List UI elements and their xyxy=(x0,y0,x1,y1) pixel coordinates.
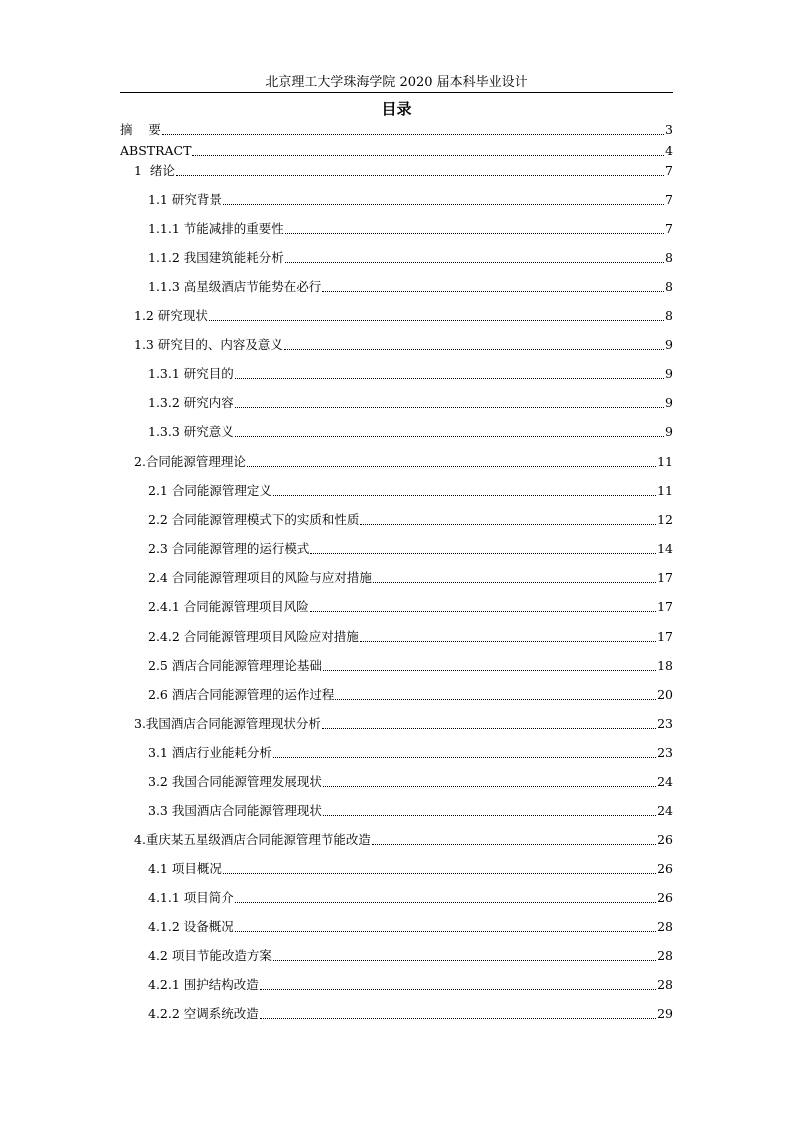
toc-leader xyxy=(323,786,656,787)
toc-leader xyxy=(260,989,656,990)
toc-entry[interactable] xyxy=(134,454,673,470)
toc-entry-page: 9 xyxy=(665,366,673,381)
toc-entry-page: 9 xyxy=(665,337,673,352)
toc-entry-page: 7 xyxy=(665,221,673,236)
toc-leader xyxy=(360,641,656,642)
toc-leader xyxy=(372,844,656,845)
toc-entry[interactable] xyxy=(148,687,673,703)
toc-entry-label: 2.4.1 合同能源管理项目风险 xyxy=(148,599,309,614)
toc-entry-label: 1.3 研究目的、内容及意义 xyxy=(134,337,283,352)
toc-entry[interactable] xyxy=(134,308,673,324)
toc-entry[interactable] xyxy=(148,395,673,411)
toc-entry-page: 12 xyxy=(657,512,673,527)
toc-entry-label: 2.4 合同能源管理项目的风险与应对措施 xyxy=(148,570,372,585)
toc-entry-label: 1.3.1 研究目的 xyxy=(148,366,234,381)
toc-entry[interactable] xyxy=(134,716,673,732)
toc-entry-page: 28 xyxy=(657,977,673,992)
toc-entry[interactable] xyxy=(148,221,673,237)
toc-leader xyxy=(260,1018,656,1019)
toc-entry-label: 1.3.2 研究内容 xyxy=(148,395,234,410)
toc-entry[interactable] xyxy=(120,143,673,159)
toc-leader xyxy=(273,960,656,961)
toc-leader xyxy=(285,233,664,234)
toc-entry[interactable] xyxy=(148,250,673,266)
toc-entry[interactable] xyxy=(134,832,673,848)
toc-entry[interactable] xyxy=(148,861,673,877)
toc-entry[interactable] xyxy=(148,541,673,557)
toc-entry-label: 3.3 我国酒店合同能源管理现状 xyxy=(148,803,322,818)
toc-entry[interactable] xyxy=(148,1006,673,1022)
toc-entry-page: 3 xyxy=(665,122,673,137)
toc-entry-label: 3.我国酒店合同能源管理现状分析 xyxy=(134,716,321,731)
toc-entry[interactable] xyxy=(148,366,673,382)
toc-entry-label: 1.1.2 我国建筑能耗分析 xyxy=(148,250,284,265)
toc-entry-label: 4.重庆某五星级酒店合同能源管理节能改造 xyxy=(134,832,371,847)
toc-entry-page: 9 xyxy=(665,395,673,410)
toc-entry-label: 4.2 项目节能改造方案 xyxy=(148,948,272,963)
toc-leader xyxy=(285,262,664,263)
toc-entry-label: 1 绪论 xyxy=(134,163,175,178)
toc-entry[interactable] xyxy=(134,337,673,353)
page-header: 北京理工大学珠海学院 2020 届本科毕业设计 xyxy=(265,75,528,90)
toc-title: 目录 xyxy=(381,100,412,118)
toc-entry[interactable] xyxy=(148,279,673,295)
header-rule xyxy=(120,92,673,93)
toc-entry-label: 2.5 酒店合同能源管理理论基础 xyxy=(148,658,322,673)
toc-entry[interactable] xyxy=(148,919,673,935)
toc-entry[interactable] xyxy=(148,599,673,615)
toc-entry[interactable] xyxy=(148,570,673,586)
toc-leader xyxy=(373,582,656,583)
toc-entry-page: 24 xyxy=(657,803,673,818)
toc-entry-label: ABSTRACT xyxy=(120,143,192,158)
toc-entry-label: 摘 要 xyxy=(120,122,161,137)
toc-entry-label: 1.1 研究背景 xyxy=(148,192,222,207)
toc-entry-page: 8 xyxy=(665,279,673,294)
toc-entry-label: 2.2 合同能源管理模式下的实质和性质 xyxy=(148,512,360,527)
toc-leader xyxy=(323,670,656,671)
toc-entry-page: 11 xyxy=(657,483,673,498)
toc-entry[interactable] xyxy=(148,629,673,645)
toc-leader xyxy=(322,728,656,729)
toc-entry-label: 2.合同能源管理理论 xyxy=(134,454,246,469)
toc-entry[interactable] xyxy=(148,803,673,819)
toc-leader xyxy=(162,134,664,135)
toc-leader xyxy=(322,291,664,292)
toc-entry-page: 18 xyxy=(657,658,673,673)
toc-leader xyxy=(335,699,656,700)
toc-entry-page: 23 xyxy=(657,745,673,760)
toc-entry-label: 3.1 酒店行业能耗分析 xyxy=(148,745,272,760)
toc-leader xyxy=(323,815,656,816)
toc-entry[interactable] xyxy=(148,977,673,993)
toc-entry[interactable] xyxy=(148,745,673,761)
toc-leader xyxy=(235,902,656,903)
toc-leader xyxy=(223,204,664,205)
toc-entry-page: 26 xyxy=(657,861,673,876)
toc-entry-label: 4.1 项目概况 xyxy=(148,861,222,876)
toc-leader xyxy=(209,320,664,321)
toc-leader xyxy=(223,873,656,874)
toc-entry-label: 4.1.2 设备概况 xyxy=(148,919,234,934)
toc-entry-label: 4.2.1 围护结构改造 xyxy=(148,977,259,992)
toc-entry-label: 2.3 合同能源管理的运行模式 xyxy=(148,541,310,556)
toc-leader xyxy=(192,155,664,156)
toc-entry-label: 2.6 酒店合同能源管理的运作过程 xyxy=(148,687,335,702)
toc-leader xyxy=(235,931,656,932)
toc-leader xyxy=(176,175,664,176)
toc-entry-label: 2.1 合同能源管理定义 xyxy=(148,483,272,498)
toc-entry-page: 29 xyxy=(657,1006,673,1021)
toc-entry[interactable] xyxy=(148,948,673,964)
toc-entry-label: 1.3.3 研究意义 xyxy=(148,424,234,439)
toc-leader xyxy=(310,611,656,612)
toc-entry-page: 28 xyxy=(657,919,673,934)
toc-leader xyxy=(247,466,656,467)
toc-entry-page: 8 xyxy=(665,308,673,323)
toc-leader xyxy=(235,436,664,437)
toc-leader xyxy=(235,407,664,408)
toc-entry[interactable] xyxy=(148,890,673,906)
toc-entry-page: 26 xyxy=(657,832,673,847)
toc-entry[interactable] xyxy=(148,774,673,790)
toc-leader xyxy=(284,349,664,350)
toc-entry-page: 14 xyxy=(657,541,673,556)
toc-leader xyxy=(310,553,656,554)
toc-entry-label: 3.2 我国合同能源管理发展现状 xyxy=(148,774,322,789)
toc-entry[interactable] xyxy=(134,163,673,179)
toc-entry-page: 7 xyxy=(665,192,673,207)
toc-entry-page: 28 xyxy=(657,948,673,963)
toc-entry-page: 17 xyxy=(657,570,673,585)
toc-entry-page: 20 xyxy=(657,687,673,702)
toc-entry-page: 8 xyxy=(665,250,673,265)
toc-entry[interactable] xyxy=(148,512,673,528)
toc-entry-page: 26 xyxy=(657,890,673,905)
toc-leader xyxy=(273,495,656,496)
toc-entry-label: 1.1.3 高星级酒店节能势在必行 xyxy=(148,279,322,294)
toc-entry[interactable] xyxy=(120,122,673,138)
toc-entry-page: 17 xyxy=(657,599,673,614)
toc-entry[interactable] xyxy=(148,658,673,674)
toc-entry[interactable] xyxy=(148,192,673,208)
toc-entry-page: 9 xyxy=(665,424,673,439)
toc-entry[interactable] xyxy=(148,483,673,499)
toc-leader xyxy=(235,378,664,379)
toc-leader xyxy=(360,524,656,525)
toc-entry-label: 2.4.2 合同能源管理项目风险应对措施 xyxy=(148,629,359,644)
toc-leader xyxy=(273,757,656,758)
toc-entry-label: 4.1.1 项目简介 xyxy=(148,890,234,905)
toc-entry-page: 7 xyxy=(665,163,673,178)
toc-entry-page: 17 xyxy=(657,629,673,644)
toc-entry-page: 4 xyxy=(665,143,673,158)
toc-entry-page: 24 xyxy=(657,774,673,789)
toc-entry[interactable] xyxy=(148,424,673,440)
toc-entry-label: 1.2 研究现状 xyxy=(134,308,208,323)
toc-entry-page: 23 xyxy=(657,716,673,731)
toc-entry-label: 1.1.1 节能减排的重要性 xyxy=(148,221,284,236)
toc-entry-label: 4.2.2 空调系统改造 xyxy=(148,1006,259,1021)
toc-entry-page: 11 xyxy=(657,454,673,469)
